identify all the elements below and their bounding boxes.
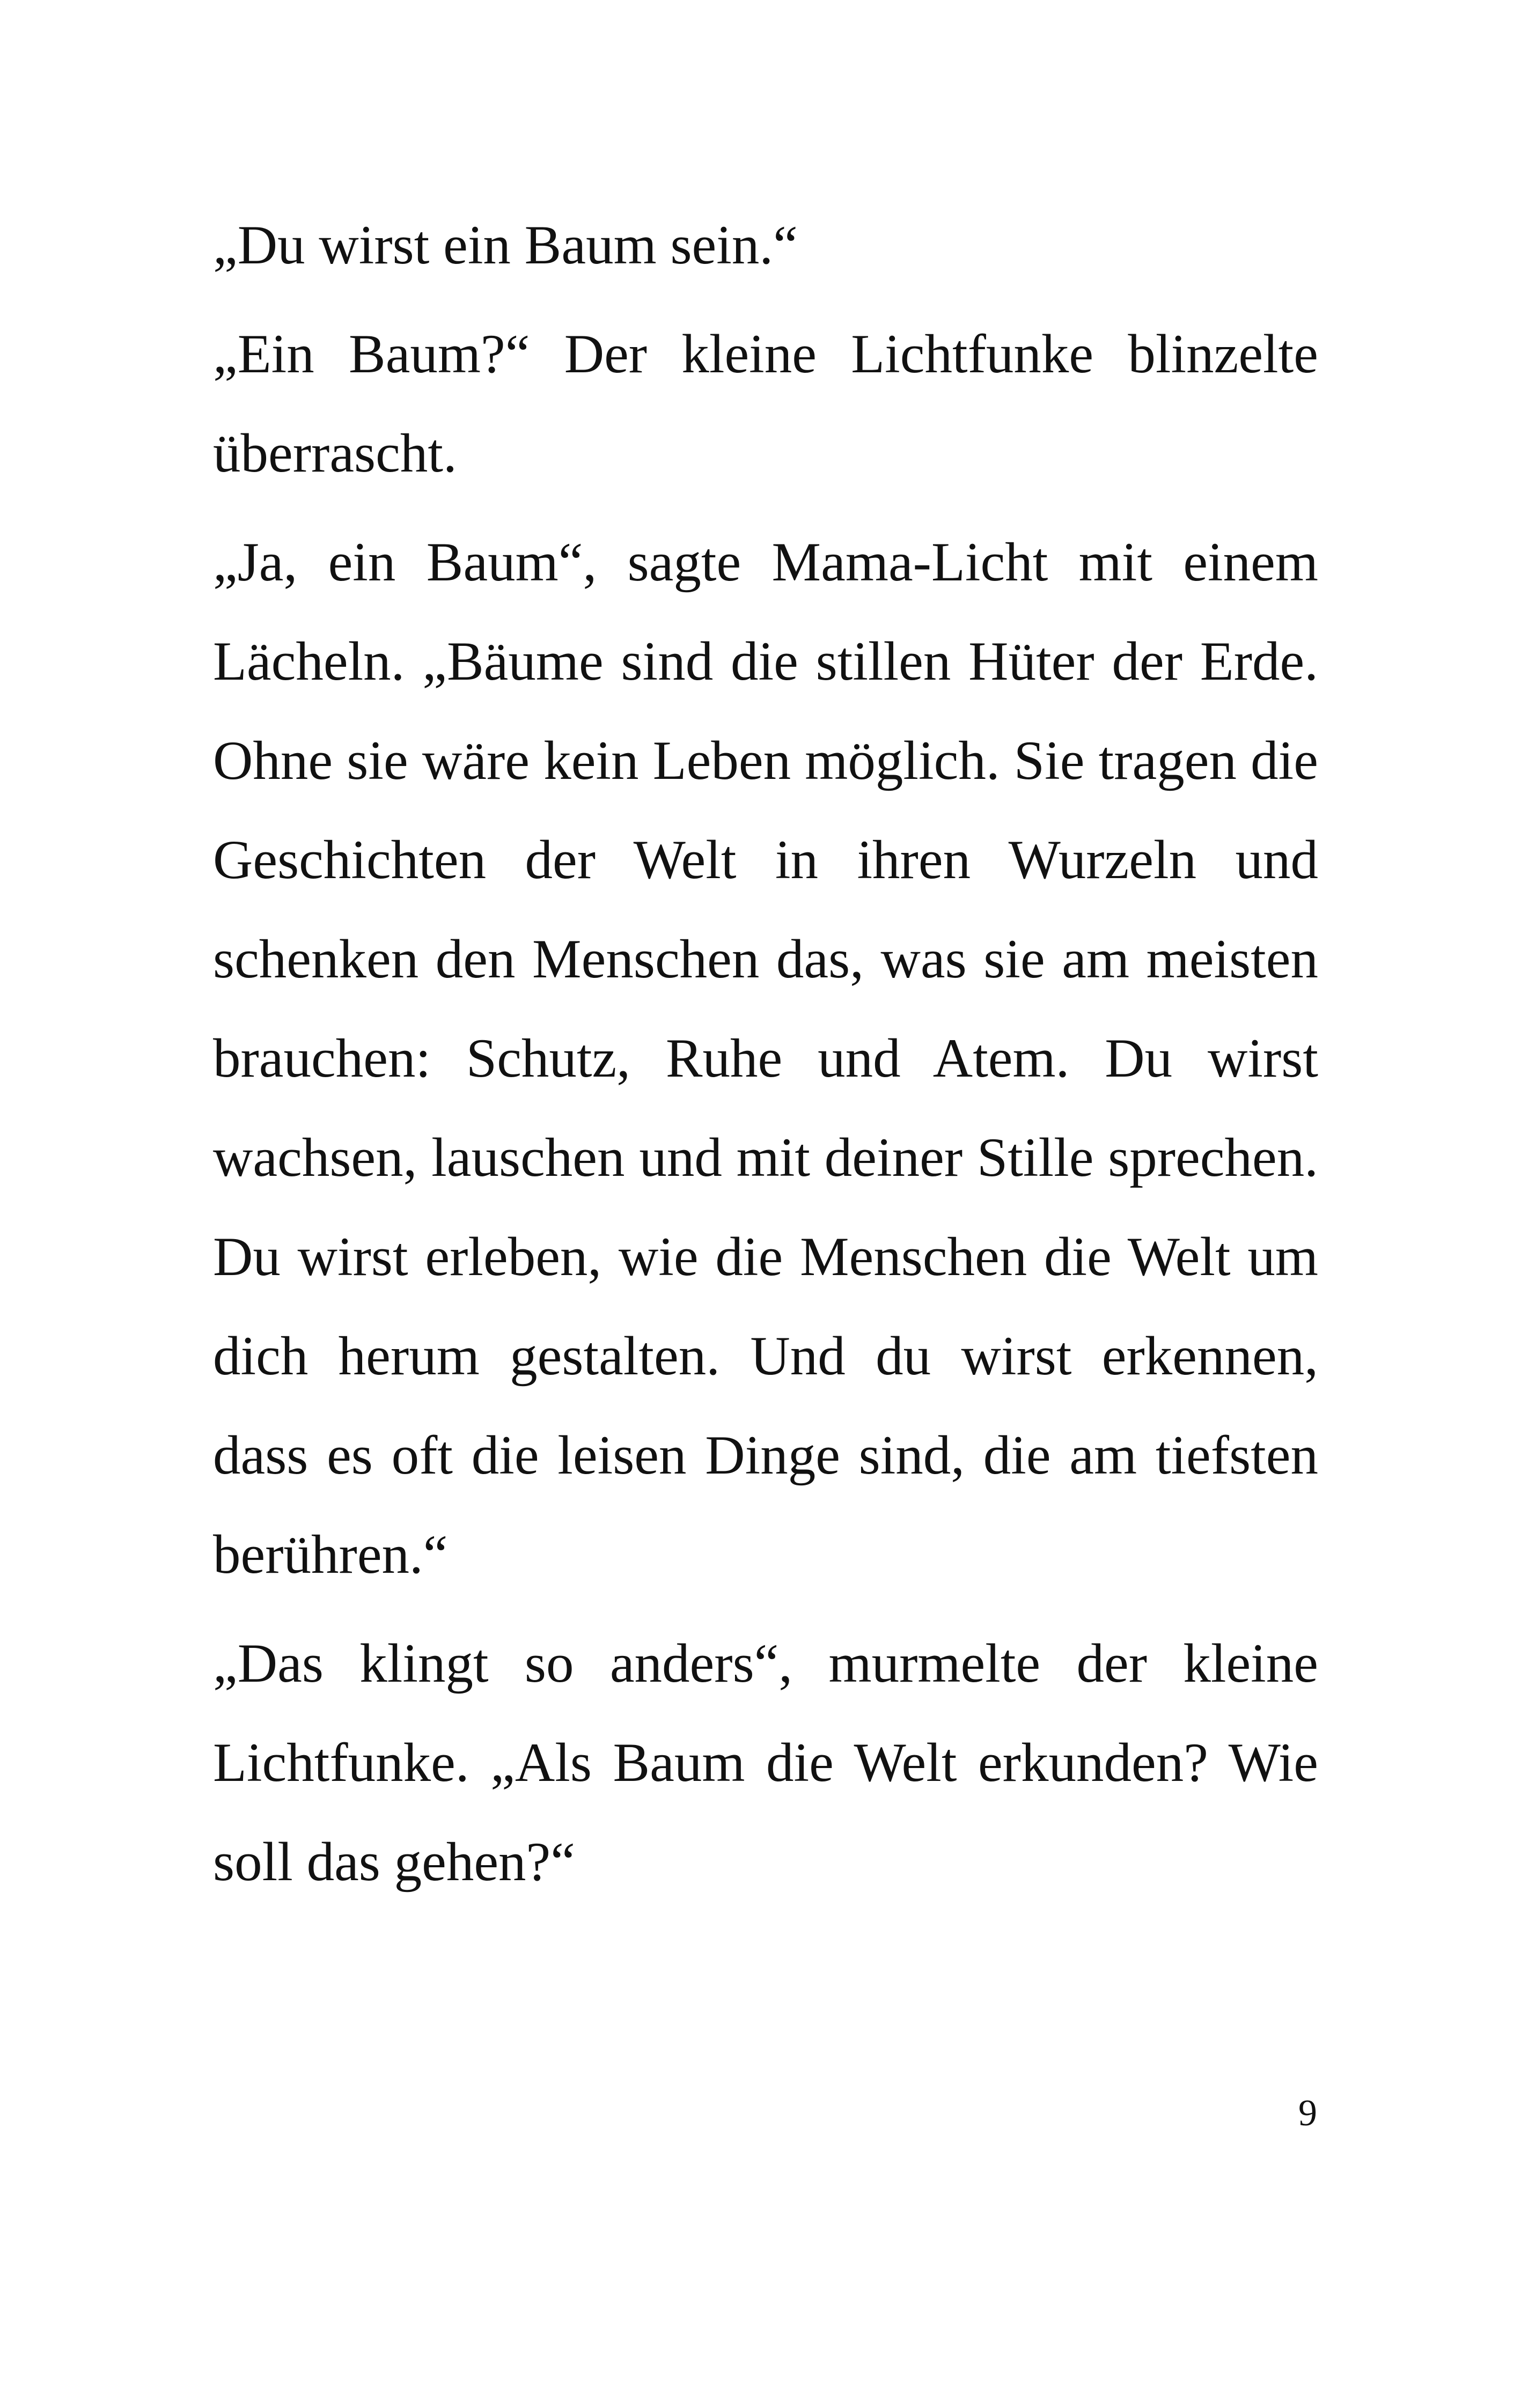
paragraph-3: „Ja, ein Baum“, sagte Mama-Licht mit einem Lächeln. „Bäume sind die stillen Hüter der Erde. Ohne sie wäre kein Leben möglich. Sie tragen die Geschichten der Welt in ihren Wurzeln und schenken den Menschen das, was sie am meisten brauchen: Schutz, Ruhe und Atem. Du wirst wachsen, lauschen und mit deiner Stille sprechen. Du wirst erleben, wie die Menschen die Welt um dich herum gestalten. Und du wirst erkennen, dass es oft die leisen Dinge sind, die am tiefsten berühren.“ <box>213 532 1318 1585</box>
page-number: 9 <box>1298 2093 1317 2134</box>
paragraph-1: „Du wirst ein Baum sein.“ <box>213 215 798 276</box>
body-text <box>213 196 1318 1912</box>
paragraph-2: „Ein Baum?“ Der kleine Lichtfunke blinzelte überrascht. <box>213 323 1318 484</box>
paragraph-4: „Das klingt so anders“, murmelte der kleine Lichtfunke. „Als Baum die Welt erkunden? Wie soll das gehen?“ <box>213 1633 1318 1892</box>
